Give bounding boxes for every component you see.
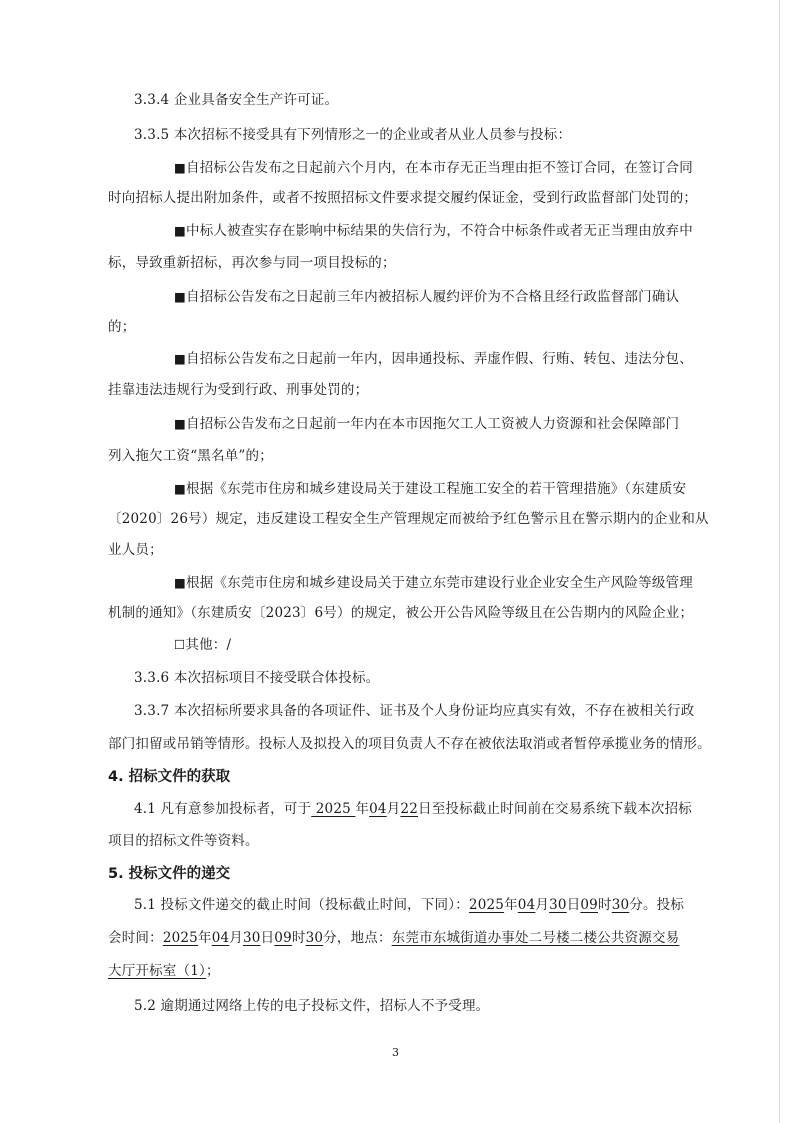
bullet-square-icon: ■ xyxy=(174,416,187,431)
bullet-6-line-3: 业人员； xyxy=(108,542,163,558)
bullet-8-other: ☐其他：/ xyxy=(174,637,232,653)
clause-5-1-line-3: 大厅开标室（1）； xyxy=(108,963,220,979)
page-number: 3 xyxy=(392,1046,399,1059)
bullet-square-icon: ■ xyxy=(174,160,187,175)
bullet-2-line-1: ■中标人被查实存在影响中标结果的失信行为，不符合中标条件或者无正当理由放弃中 xyxy=(174,223,693,239)
bullet-square-icon: ■ xyxy=(174,481,187,496)
bullet-square-icon: ■ xyxy=(174,351,187,366)
bullet-7-line-2: 机制的通知》（东建质安〔2023〕6号）的规定，被公开公告风险等级且在公告期内的风险企业； xyxy=(108,605,694,621)
checkbox-empty-icon: ☐ xyxy=(174,637,186,652)
clause-5-1-line-1: 5.1 投标文件递交的截止时间（投标截止时间，下同）：2025年04月30日09时30分。投标 xyxy=(134,897,685,913)
scan-edge xyxy=(779,0,780,1123)
clause-3-3-4: 3.3.4 企业具备安全生产许可证。 xyxy=(134,92,339,108)
bullet-5-line-2: 列入拖欠工资“黑名单”的； xyxy=(108,448,273,464)
clause-5-2: 5.2 逾期通过网络上传的电子投标文件，招标人不予受理。 xyxy=(134,998,490,1014)
bullet-4-line-1: ■自招标公告发布之日起前一年内，因串通投标、弄虚作假、行贿、转包、违法分包、 xyxy=(174,351,693,367)
section-5-heading: 5. 投标文件的递交 xyxy=(108,866,231,882)
clause-3-3-7-line-2: 部门扣留或吊销等情形。投标人及拟投入的项目负责人不存在被依法取消或者暂停承揽业务的情形。 xyxy=(108,736,711,752)
bullet-square-icon: ■ xyxy=(174,289,187,304)
bullet-1-line-2: 时向招标人提出附加条件，或者不按照招标文件要求提交履约保证金，受到行政监督部门处罚的； xyxy=(108,190,698,206)
clause-4-1-line-1: 4.1 凡有意参加投标者，可于 2025 年04月22日至投标截止时间前在交易系统下载本次招标 xyxy=(134,801,692,817)
bullet-2-line-2: 标，导致重新招标，再次参与同一项目投标的； xyxy=(108,255,396,271)
bullet-6-line-2: 〔2020〕26号）规定，违反建设工程安全生产管理规定而被给予红色警示且在警示期内的企业和从 xyxy=(108,511,709,527)
clause-3-3-7-line-1: 3.3.7 本次招标所要求具备的各项证件、证书及个人身份证均应真实有效，不存在被相关行政 xyxy=(134,703,695,719)
bullet-3-line-2: 的； xyxy=(108,319,136,335)
bullet-4-line-2: 挂靠违法违规行为受到行政、刑事处罚的； xyxy=(108,382,369,398)
clause-3-3-6: 3.3.6 本次招标项目不接受联合体投标。 xyxy=(134,670,380,686)
bullet-7-line-1: ■根据《东莞市住房和城乡建设局关于建立东莞市建设行业企业安全生产风险等级管理 xyxy=(174,575,693,591)
bullet-square-icon: ■ xyxy=(174,575,187,590)
bullet-square-icon: ■ xyxy=(174,223,187,238)
bullet-5-line-1: ■自招标公告发布之日起前一年内在本市因拖欠工人工资被人力资源和社会保障部门 xyxy=(174,416,680,432)
bullet-1-line-1: ■自招标公告发布之日起前六个月内，在本市存无正当理由拒不签订合同，在签订合同 xyxy=(174,160,693,176)
bullet-3-line-1: ■自招标公告发布之日起前三年内被招标人履约评价为不合格且经行政监督部门确认 xyxy=(174,289,680,305)
clause-3-3-5: 3.3.5 本次招标不接受具有下列情形之一的企业或者从业人员参与投标： xyxy=(134,127,572,143)
clause-4-1-line-2: 项目的招标文件等资料。 xyxy=(108,833,259,849)
clause-5-1-line-2: 会时间：2025年04月30日09时30分，地点：东莞市东城街道办事处二号楼二楼公共资源交易 xyxy=(108,930,680,946)
section-4-heading: 4. 招标文件的获取 xyxy=(108,769,231,785)
bullet-6-line-1: ■根据《东莞市住房和城乡建设局关于建设工程施工安全的若干管理措施》（东建质安 xyxy=(174,481,687,497)
